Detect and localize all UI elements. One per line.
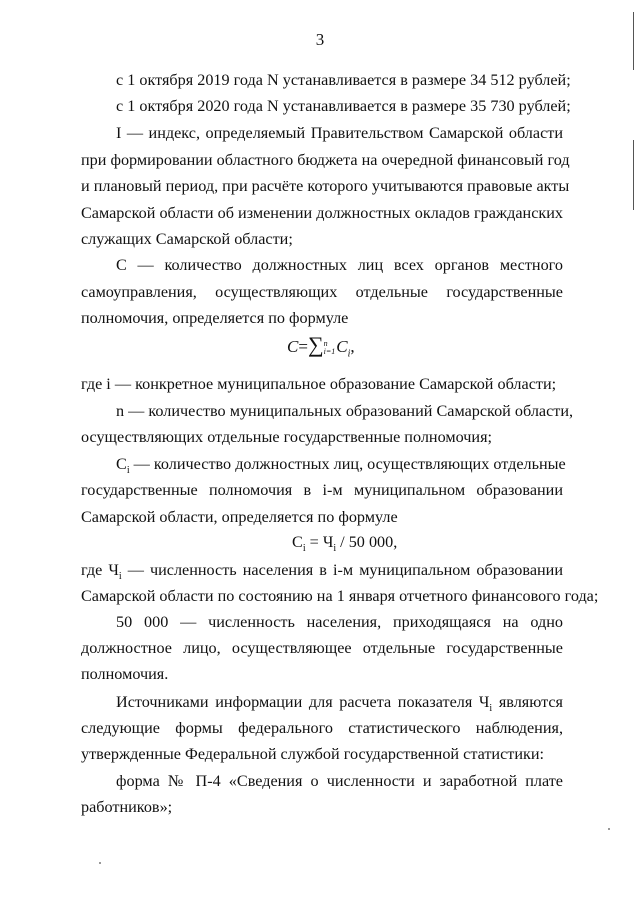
paragraph-line: Самарской области, определяется по формуле: [81, 508, 398, 526]
formula-ratio: $C_i = Ч_i / 50$ 000,: [292, 533, 398, 555]
paragraph-line: следующие формы федерального статистического наблюдения,: [81, 719, 563, 737]
paragraph-line: осуществляющих отдельные государственные полномочия;: [81, 428, 493, 446]
paragraph-line: где $Ч_i$ — численность населения в i-м муниципальном образовании: [81, 561, 563, 583]
paragraph-line: форма № П-4 «Сведения о численности и заработной плате: [116, 772, 563, 790]
paragraph-line: полномочия, определяется по формуле: [81, 309, 349, 327]
paragraph-line: Самарской области об изменении должностных окладов гражданских: [81, 204, 563, 222]
paragraph-line: и плановый период, при расчёте которого учитываются правовые акты: [81, 177, 570, 195]
page-number: 3: [315, 30, 325, 49]
paragraph-line: с 1 октября 2019 года N устанавливается в размере 34 512 рублей;: [116, 71, 571, 89]
paragraph-line: Самарской области по состоянию на 1 января отчетного финансового года;: [81, 587, 599, 605]
paragraph-line: n — количество муниципальных образований Самарской области,: [116, 402, 574, 420]
paragraph-line: самоуправления, осуществляющих отдельные государственные: [81, 283, 563, 301]
paragraph-line: утвержденные Федеральной службой государственной статистики:: [81, 745, 545, 763]
scan-dot: [608, 828, 610, 830]
paragraph-line: $C_i$ — количество должностных лиц, осуществляющих отдельные: [116, 455, 566, 477]
paragraph-line: где i — конкретное муниципальное образование Самарской области;: [81, 375, 557, 393]
paragraph-line: государственные полномочия в i-м муниципальном образовании: [81, 481, 563, 499]
formula-sum: C=∑ n i=1 $C_i$,: [287, 332, 355, 360]
scan-dot: [99, 862, 101, 864]
paragraph-line: при формировании областного бюджета на очередной финансовый год: [81, 151, 570, 169]
edge-mark: [633, 140, 634, 210]
paragraph-line: должностное лицо, осуществляющее отдельные государственные: [81, 639, 563, 657]
paragraph-line: служащих Самарской области;: [81, 230, 293, 248]
paragraph-line: С — количество должностных лиц всех органов местного: [116, 256, 563, 274]
paragraph-line: 50 000 — численность населения, приходящаяся на одно: [116, 613, 563, 631]
paragraph-line: I — индекс, определяемый Правительством Самарской области: [116, 124, 563, 142]
paragraph-line: с 1 октября 2020 года N устанавливается в размере 35 730 рублей;: [116, 97, 571, 115]
paragraph-line: Источниками информации для расчета показателя $Ч_i$ являются: [116, 693, 563, 715]
edge-mark: [633, 12, 634, 70]
paragraph-line: полномочия.: [81, 665, 169, 683]
paragraph-line: работников»;: [81, 798, 173, 816]
